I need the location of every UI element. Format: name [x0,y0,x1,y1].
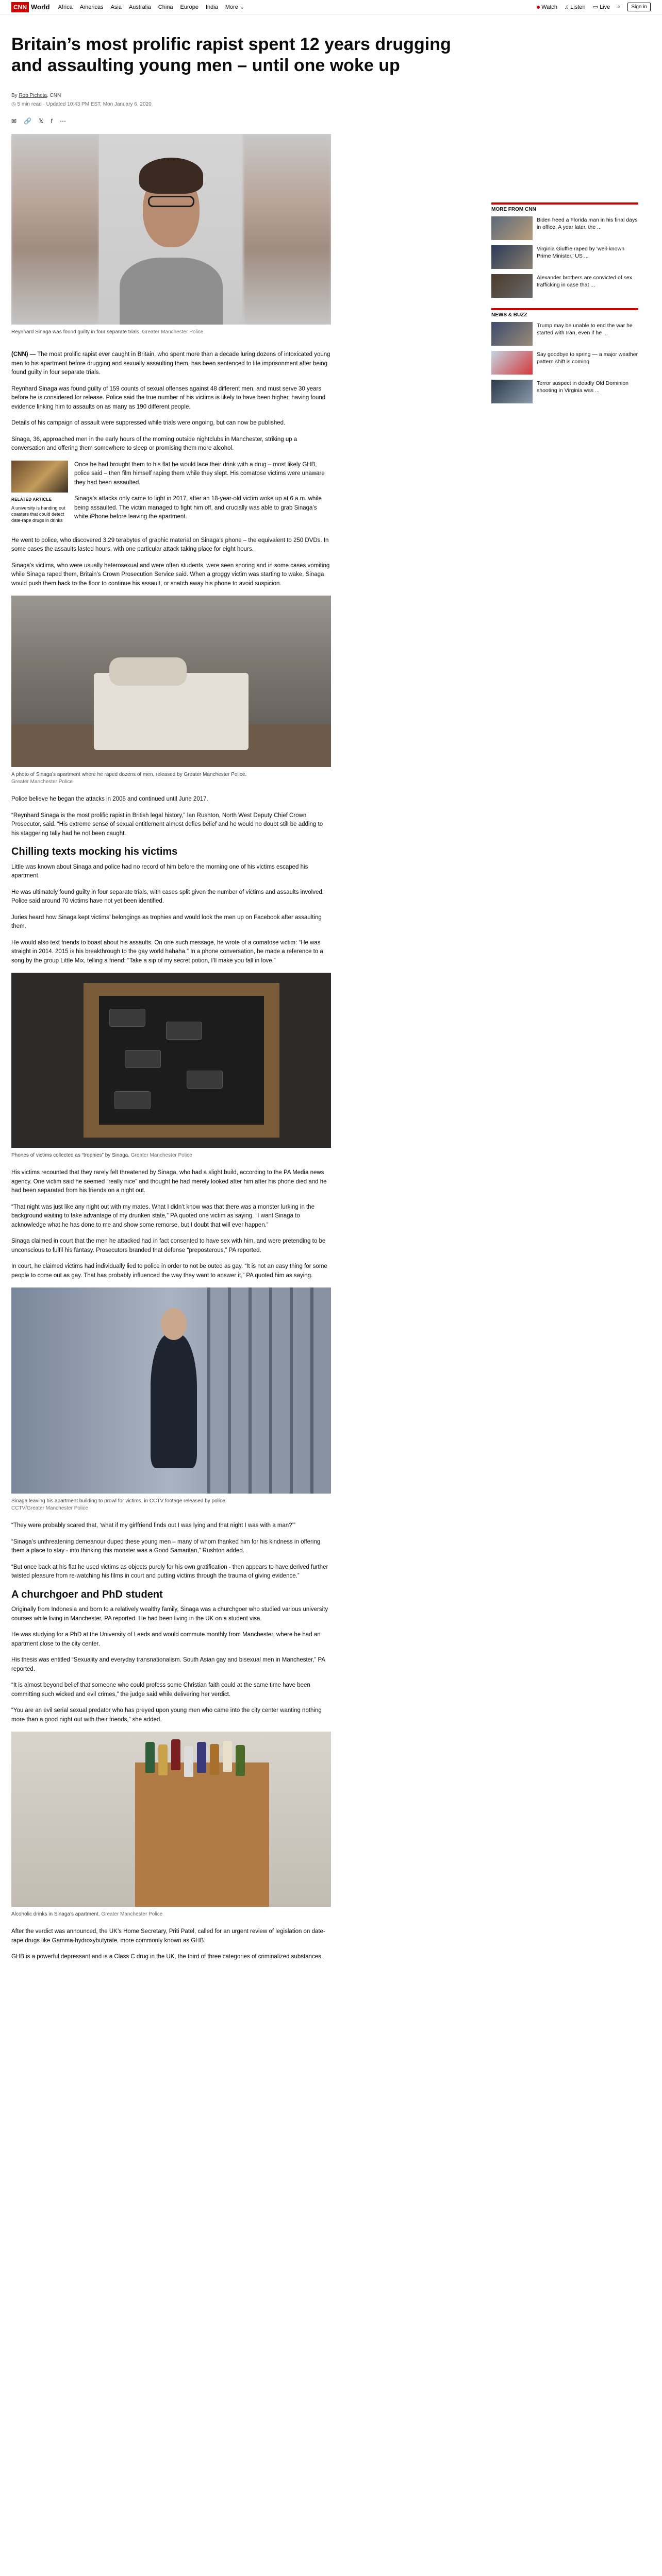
related-article-card[interactable] [11,461,68,529]
paragraph: Reynhard Sinaga was found guilty of 159 counts of sexual offenses against 48 different men, and must serve 30 years before he is considered for release. Police said the true number of his victims is likely to have been higher, having found evidence linking him to assaults on as many as 190 different people. [11,385,326,410]
paragraph: His thesis was entitled “Sexuality and everyday transnationalism. South Asian gay and bisexual men in Manchester,” PA reported. [11,1657,325,1672]
sidebar-story[interactable] [491,380,638,403]
caption-text: Alcoholic drinks in Sinaga’s apartment. [11,1911,100,1917]
sidebar-story[interactable] [491,216,638,240]
photo-railing [207,1287,331,1494]
spacer [11,786,331,795]
nav-link-europe[interactable]: Europe [180,4,198,10]
paragraph: “It is almost beyond belief that someone who could profess some Christian faith could at the same time have been committing such wicked and evil crimes,” the judge said while delivering her verdict. [11,1682,310,1698]
related-adjacent-text [74,461,331,529]
timestamp: ◷ 5 min read · Updated 10:43 PM EST, Mon January 6, 2020 [11,101,152,107]
article-headline: Britain’s most prolific rapist spent 12 years drugging and assaulting young men – until one woke up [11,35,451,75]
author-link[interactable]: Rob Picheta [19,93,47,98]
nav-link-asia[interactable]: Asia [110,4,122,10]
subheading: Chilling texts mocking his victims [11,846,178,857]
photo-pillow [109,657,187,686]
live-label: Live [600,4,610,10]
paragraph: Police believe he began the attacks in 2005 and continued until June 2017. [11,796,208,802]
photo-bottle [171,1739,180,1770]
nav-link-americas[interactable]: Americas [79,4,104,10]
spacer [11,1159,331,1168]
link-icon[interactable]: 🔗 [24,117,32,125]
spacer [11,1918,331,1927]
hero-blur-left [11,134,99,325]
paragraph: His victims recounted that they rarely felt threatened by Sinaga, who had a slight build, according to the PA Media news agency. One victim said he seemed “really nice” and thought he had merely looked after him after his phone died and he had been separated from his friends on a night out. [11,1170,327,1194]
photo-bottle [223,1741,232,1772]
sidebar-story[interactable] [491,274,638,298]
sidebar [491,202,638,409]
story-title[interactable]: Alexander brothers are convicted of sex trafficking in case that ... [537,275,633,288]
story-title[interactable]: Biden freed a Florida man in his final days in office. A year later, the ... [537,217,638,230]
photo-caption [11,1911,331,1918]
photo-bottle [197,1742,206,1773]
chevron-down-icon: ⌄ [239,4,245,10]
sidebar-heading-news [491,308,638,318]
caption-credit: CCTV/Greater Manchester Police [11,1505,88,1511]
sidebar-story[interactable] [491,245,638,269]
article-column [11,34,466,1969]
headphones-icon: ♫ [565,4,569,10]
paragraph: Originally from Indonesia and born to a relatively wealthy family, Sinaga was a churchgoer who studied various university courses while living in Manchester, PA reported. He had been living in the UK on a student visa. [11,1606,328,1622]
related-article-block [11,461,331,529]
cctv-photo [11,1287,331,1494]
paragraph: “That night was just like any night out with my mates. What I didn’t know was that there was a monster lurking in the background waiting to take advantage of my drunken state,” PA quoted one victim as saying. “I want Sinaga to acknowledge what he has done to me and show some remorse, but I doubt that will ever happen.” [11,1204,315,1228]
paragraph: Sinaga claimed in court that the men he attacked had in fact consented to have sex with him, and were pretending to be unconscious to fulfil his fantasy. Prosecutors branded that defense “preposterous,” PA reported. [11,1238,326,1253]
email-icon[interactable]: ✉ [11,117,17,125]
hero-caption-text: Reynhard Sinaga was found guilty in four separate trials. [11,329,141,335]
hero-glasses [148,196,194,207]
watch-link[interactable] [537,4,557,10]
photo-phone [114,1091,151,1109]
related-article-thumbnail[interactable] [11,461,68,493]
paragraph: Sinaga’s attacks only came to light in 2017, after an 18-year-old victim woke up at 6 a.m. while being assaulted. The victim managed to fight him off, and crucially was able to grab Sinaga’s white iPhone before leaving the apartment. [74,496,322,520]
photo-phone [125,1050,161,1068]
article-body [11,350,331,1962]
paragraph: After the verdict was announced, the UK’s Home Secretary, Priti Patel, called for an urgent review of legislation on date-rape drugs like Gamma-hydroxybutyrate, more commonly known as GHB. [11,1928,325,1944]
paragraph-text: The most prolific rapist ever caught in Britain, who spent more than a decade luring dozens of intoxicated young men to his apartment before drugging and sexually assaulting them, has been sentenced to life imprisonment after being found guilty in four separate trials. [11,351,330,376]
nav-right [537,3,651,11]
photo-bottle [236,1745,245,1776]
caption-text: Phones of victims collected as “trophies” by Sinaga. [11,1153,129,1158]
story-thumbnail[interactable] [491,380,533,403]
hero-portrait [99,134,243,325]
paragraph: “They were probably scared that, ‘what if my girlfriend finds out I was lying and that night I was with a man?’” [11,1522,295,1529]
caption-text: Sinaga leaving his apartment building to prowl for victims, in CCTV footage released by police. [11,1498,227,1504]
photo-bottle [210,1744,219,1775]
apartment-photo [11,596,331,767]
tv-icon: ▭ [592,4,599,10]
paragraph: Juries heard how Sinaga kept victims’ belongings as trophies and would look the men up on Facebook after assaulting them. [11,914,322,929]
paragraph: Once he had brought them to his flat he would lace their drink with a drug – most likely GHB, police said – then film himself raping them while they slept. His comatose victims were unaware they had been assaulted. [74,461,325,486]
nav-link-australia[interactable]: Australia [128,4,151,10]
photo-phone [166,1022,202,1040]
paragraph: Details of his campaign of assault were suppressed while trials were ongoing, but can now be published. [11,420,286,426]
search-icon[interactable]: ⌕ [617,4,621,10]
story-title[interactable]: Terror suspect in deadly Old Dominion shooting in Virginia was ... [537,380,628,394]
subheading: A churchgoer and PhD student [11,1588,163,1600]
sidebar-story[interactable] [491,322,638,346]
story-title[interactable]: Virginia Giuffre raped by ‘well-known Prime Minister,’ US ... [537,246,625,259]
photo-phone [187,1071,223,1089]
nav-link-more[interactable] [225,4,244,10]
photo-bottle [145,1742,155,1773]
section-brand[interactable]: World [31,3,50,11]
hero-blur-right [243,134,331,325]
photo-bottle [158,1744,168,1775]
nav-link-india[interactable]: India [206,4,218,10]
caption-credit: Greater Manchester Police [101,1911,163,1917]
x-icon[interactable]: 𝕏 [39,117,44,125]
paragraph: “Reynhard Sinaga is the most prolific rapist in British legal history,” Ian Rushton, North West Deputy Chief Crown Prosecutor, said. “His extreme sense of sexual entitlement almost defies belief and he would no doubt still be adding to his staggering tally had he not been caught. [11,812,323,837]
photo-bottle [184,1746,193,1777]
caption-text: A photo of Sinaga’s apartment where he raped dozens of men, released by Greater Manchester Police. [11,772,247,777]
live-link[interactable] [593,4,610,10]
share-bar [11,117,466,125]
byline-outlet: , CNN [46,93,61,98]
clock-icon: ◷ [11,101,16,107]
story-thumbnail[interactable] [491,245,533,269]
photo-caption [11,771,331,786]
spacer [11,1512,331,1521]
paragraph: He went to police, who discovered 3.29 terabytes of graphic material on Sinaga’s phone – the equivalent to 250 DVDs. In some cases the assaults lasted hours, with one particular attack taking place for eight hours. [11,537,329,552]
dateline: (CNN) — [11,351,36,358]
live-dot-icon [537,6,540,9]
sidebar-heading-news-label: NEWS & BUZZ [491,312,527,318]
story-thumbnail[interactable] [491,322,533,346]
paragraph: He would also text friends to boast about his assaults. On one such message, he wrote of a comatose victim: “He was straight in 2014. 2015 is his breakthrough to the gay world hahaha.” In a phone conversation, he made a reference to a song by the group Little Mix, telling a friend: “Take a sip of my secret potion, I’ll make you fall in love.” [11,939,323,964]
photo-person [151,1334,197,1468]
story-title[interactable]: Say goodbye to spring — a major weather pattern shift is coming [537,351,638,365]
photo-caption [11,1152,331,1159]
nav-link-africa[interactable]: Africa [58,4,73,10]
more-icon[interactable]: ⋯ [60,117,67,125]
drinks-photo [11,1732,331,1907]
hero-caption [11,329,466,336]
related-article-title[interactable]: A university is handing out coasters that could detect date-rape drugs in drinks [11,505,65,523]
paragraph: In court, he claimed victims had individually lied to police in order to not be outed as gay. “It is not an easy thing for some people to come out as gay. That has probably influenced the way they want to answer it,” PA quoted him as saying. [11,1263,327,1279]
signin-button[interactable]: Sign in [627,3,651,11]
cnn-logo[interactable]: CNN [11,2,29,12]
photo-caption [11,1498,331,1512]
paragraph: “Sinaga’s unthreatening demeanour duped these young men – many of whom thanked him for his kindness in offering them a place to stay - into thinking this monster was a Good Samaritan,” Rushton added. [11,1538,321,1554]
hero-caption-credit: Greater Manchester Police [142,329,204,335]
facebook-icon[interactable]: f [51,117,53,125]
paragraph: “But once back at his flat he used victims as objects purely for his own gratification - then appears to have derived further twisted pleasure from re-watching his films in court and putting victims through the trauma of giving evidence.” [11,1564,328,1579]
nav-link-more-label: More [225,4,238,10]
listen-link[interactable] [565,4,586,10]
paragraph: Little was known about Sinaga and police had no record of him before the morning one of his victims escaped his apartment. [11,863,308,879]
nav-link-china[interactable]: China [158,4,173,10]
related-article-label: RELATED ARTICLE [11,497,52,502]
paragraph: He was ultimately found guilty in four separate trials, with cases split given the number of victims and assaults involved. Police said around 70 victims have not yet been identified. [11,889,324,904]
sidebar-heading-more-label: MORE FROM CNN [491,207,536,212]
story-thumbnail[interactable] [491,216,533,240]
hero-hair [139,158,203,194]
read-time: 5 min read [17,101,42,107]
paragraph [11,350,331,378]
story-title[interactable]: Trump may be unable to end the war he started with Iran, even if he ... [537,323,633,336]
top-nav [0,0,662,14]
paragraph: He was studying for a PhD at the University of Leeds and would commute monthly from Manchester, where he had an apartment close to the city center. [11,1632,321,1647]
hero-shirt [120,258,223,325]
byline [11,93,466,98]
sidebar-story[interactable] [491,351,638,375]
spacer [491,303,638,308]
watch-label: Watch [541,4,558,10]
phones-photo [11,973,331,1148]
caption-credit: Greater Manchester Police [11,779,73,785]
photo-head [161,1308,187,1340]
paragraph: “You are an evil serial sexual predator who has preyed upon young men who came into the city center wanting nothing more than a good night out with their friends,” she added. [11,1707,322,1723]
updated-time: Updated 10:43 PM EST, Mon January 6, 2020 [46,101,152,107]
byline-prefix: By [11,93,19,98]
listen-label: Listen [570,4,586,10]
photo-shelf [135,1762,269,1907]
sidebar-heading-more [491,202,638,212]
story-thumbnail[interactable] [491,274,533,298]
paragraph: Sinaga’s victims, who were usually heterosexual and were often students, were seen snoring and in some cases vomiting while Sinaga raped them, Britain’s Crown Prosecution Service said. When a groggy victim was starting to wake, Sinaga would push them back to the floor to continue his assault, or snatch away his phone to avoid suspicion. [11,562,330,587]
caption-credit: Greater Manchester Police [130,1153,192,1158]
paragraph: Sinaga, 36, approached men in the early hours of the morning outside nightclubs in Manchester, striking up a conversation and offering them somewhere to sleep or promising them more alcohol. [11,436,297,451]
paragraph: GHB is a powerful depressant and is a Class C drug in the UK, the third of three categories of criminalized substances. [11,1954,323,1960]
photo-phone [109,1009,145,1027]
story-thumbnail[interactable] [491,351,533,375]
hero-image [11,134,331,325]
